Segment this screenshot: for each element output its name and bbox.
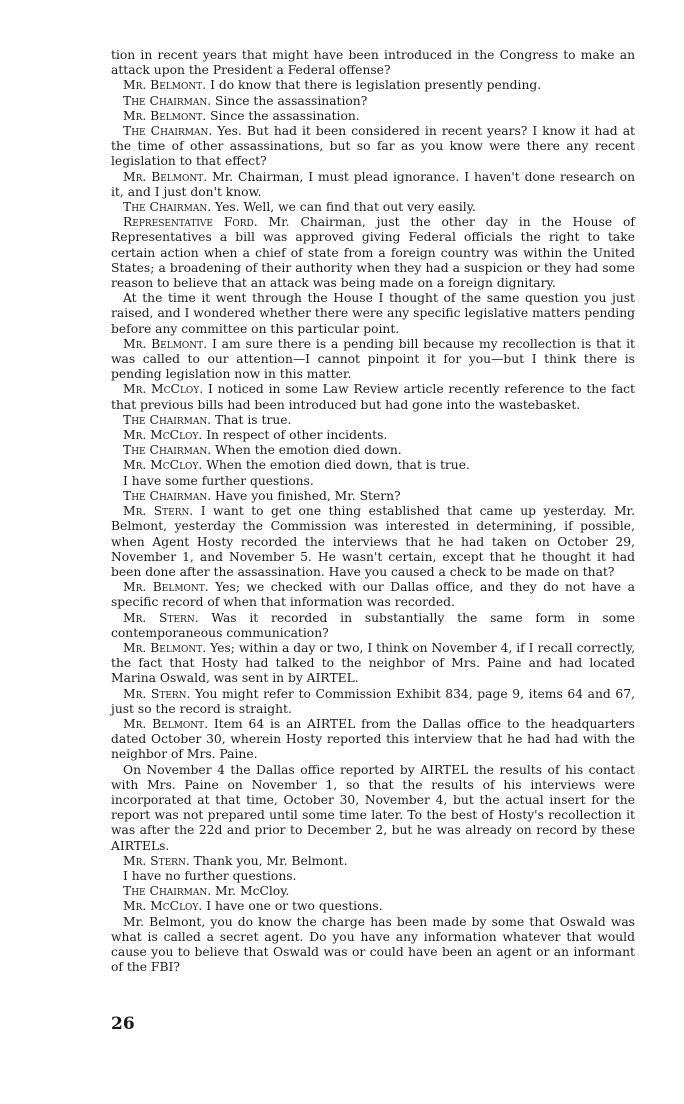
speaker-name: The Chairman. — [123, 124, 213, 139]
testimony-paragraph — [111, 884, 635, 899]
paragraph-text: Mr. Belmont, you do know the charge has been made by some that Oswald was what is called a secret agent. Do you have any information whatever that would cause you to believe that Oswald was or could have been an agent or an informant of the FBI? — [111, 914, 635, 975]
page-number: 26 — [111, 1014, 135, 1034]
paragraph-text: Yes; we checked with our Dallas office, and they do not have a specific record of when that information was recorded. — [111, 580, 635, 610]
speaker-name: Mr. Belmont. — [123, 336, 208, 351]
testimony-paragraph — [111, 504, 635, 580]
testimony-paragraph — [111, 291, 635, 337]
speaker-name: Mr. McCloy. — [123, 458, 203, 473]
speaker-name: The Chairman. — [123, 93, 212, 108]
paragraph-text: When the emotion died down, that is true. — [206, 458, 470, 473]
speaker-name: The Chairman. — [123, 884, 212, 899]
speaker-name: The Chairman. — [123, 200, 212, 215]
testimony-paragraph — [111, 869, 635, 884]
paragraph-text: When the emotion died down. — [215, 443, 402, 458]
testimony-paragraph — [111, 489, 635, 504]
paragraph-text: In respect of other incidents. — [206, 428, 388, 443]
testimony-paragraph — [111, 474, 635, 489]
testimony-paragraph — [111, 687, 635, 717]
speaker-name: Mr. McCloy. — [123, 899, 203, 914]
speaker-name: Mr. Belmont. — [123, 169, 208, 184]
paragraph-text: Was it recorded in substantially the same form in some contemporaneous communication? — [111, 610, 635, 640]
testimony-paragraph — [111, 48, 635, 78]
speaker-name: The Chairman. — [123, 443, 212, 458]
testimony-paragraph — [111, 428, 635, 443]
testimony-paragraph — [111, 611, 635, 641]
speaker-name: The Chairman. — [123, 488, 212, 503]
speaker-name: Mr. Belmont. — [123, 108, 207, 123]
paragraph-text: Item 64 is an AIRTEL from the Dallas office to the headquarters dated October 30, wherein Hosty reported this interview that he had had with the neighbor of Mrs. Paine. — [111, 716, 635, 762]
testimony-paragraph — [111, 215, 635, 291]
paragraph-text: I have one or two questions. — [206, 899, 383, 914]
testimony-paragraph — [111, 899, 635, 914]
speaker-name: The Chairman. — [123, 412, 212, 427]
paragraph-text: Yes. But had it been considered in recent years? I know it had at the time of other assassinations, but so far as you know were there any recent legislation to that effect? — [111, 124, 635, 169]
testimony-paragraph — [111, 382, 635, 412]
speaker-name: Mr. McCloy. — [123, 428, 203, 443]
testimony-paragraph — [111, 200, 635, 215]
testimony-paragraph — [111, 94, 635, 109]
speaker-name: Mr. Belmont. — [123, 78, 207, 93]
testimony-paragraph — [111, 170, 635, 200]
speaker-name: Mr. Stern. — [123, 610, 199, 625]
speaker-name: Mr. Belmont. — [123, 580, 209, 595]
testimony-paragraph — [111, 109, 635, 124]
speaker-name: Mr. Stern. — [123, 504, 194, 519]
speaker-name: Mr. Belmont. — [123, 640, 207, 655]
paragraph-text: Yes. Well, we can find that out very easily. — [215, 200, 476, 215]
testimony-paragraph — [111, 78, 635, 93]
testimony-paragraph — [111, 413, 635, 428]
testimony-paragraph — [111, 124, 635, 170]
paragraph-text: I have some further questions. — [123, 473, 314, 488]
speaker-name: Mr. Belmont. — [123, 716, 209, 731]
paragraph-text: Thank you, Mr. Belmont. — [193, 853, 348, 868]
paragraph-text: I noticed in some Law Review article recently reference to the fact that previous bills had been introduced but had gone into the wastebasket. — [111, 382, 635, 412]
paragraph-text: Since the assassination. — [210, 108, 360, 123]
paragraph-text: tion in recent years that might have been introduced in the Congress to make an attack upon the President a Federal offense? — [111, 48, 635, 78]
testimony-text — [111, 48, 635, 975]
paragraph-text: I am sure there is a pending bill because my recollection is that it was called to our attention—I cannot pinpoint it for you—but I think there is pending legislation now in this matter. — [111, 336, 635, 382]
paragraph-text: Mr. Chairman, I must plead ignorance. I haven't done research on it, and I just don't know. — [111, 169, 635, 199]
testimony-paragraph — [111, 443, 635, 458]
paragraph-text: On November 4 the Dallas office reported by AIRTEL the results of his contact with Mrs. Paine on November 1, so that the results of his interviews were incorporated at that time, October 30, November 4, but the actual insert for the report was not prepared until some time later. To the best of Hosty's recollection it was after the 22d and prior to December 2, but he was already on record by these AIRTELs. — [111, 762, 635, 853]
speaker-name: Mr. Stern. — [123, 686, 191, 701]
paragraph-text: I want to get one thing established that came up yesterday. Mr. Belmont, yesterday the Commission was interested in determining, if possible, when Agent Hosty recorded the interviews that he had taken on October 29, November 1, and November 5. He wasn't certain, except that he thought it had been done after the assassination. Have you caused a check to be made on that? — [111, 504, 635, 579]
testimony-paragraph — [111, 915, 635, 976]
paragraph-text: Mr. McCloy. — [215, 884, 290, 899]
testimony-paragraph — [111, 641, 635, 687]
paragraph-text: Have you finished, Mr. Stern? — [215, 488, 401, 503]
paragraph-text: At the time it went through the House I thought of the same question you just raised, and I wondered whether there were any specific legislative matters pending before any committee on this particular point. — [111, 291, 635, 336]
paragraph-text: Mr. Chairman, just the other day in the House of Representatives a bill was approved giving Federal officials the right to take certain action when a chief of state from a foreign country was within the United States; a broadening of their authority when they had a suspicion or they had some reason to believe that an attack was being made on a foreign dignitary. — [111, 215, 635, 291]
speaker-name: Representative Ford. — [123, 215, 258, 230]
paragraph-text: You might refer to Commission Exhibit 834, page 9, items 64 and 67, just so the record is straight. — [111, 686, 635, 716]
testimony-paragraph — [111, 854, 635, 869]
testimony-paragraph — [111, 337, 635, 383]
paragraph-text: Yes; within a day or two, I think on November 4, if I recall correctly, the fact that Hosty had talked to the neighbor of Mrs. Paine and had located Marina Oswald, was sent in by AIRTEL. — [111, 640, 635, 686]
paragraph-text: I do know that there is legislation presently pending. — [210, 78, 542, 93]
paragraph-text: Since the assassination? — [215, 93, 368, 108]
speaker-name: Mr. McCloy. — [123, 382, 204, 397]
speaker-name: Mr. Stern. — [123, 853, 190, 868]
testimony-paragraph — [111, 458, 635, 473]
testimony-paragraph — [111, 717, 635, 763]
testimony-paragraph — [111, 580, 635, 610]
paragraph-text: That is true. — [215, 412, 292, 427]
paragraph-text: I have no further questions. — [123, 868, 297, 883]
testimony-paragraph — [111, 763, 635, 854]
